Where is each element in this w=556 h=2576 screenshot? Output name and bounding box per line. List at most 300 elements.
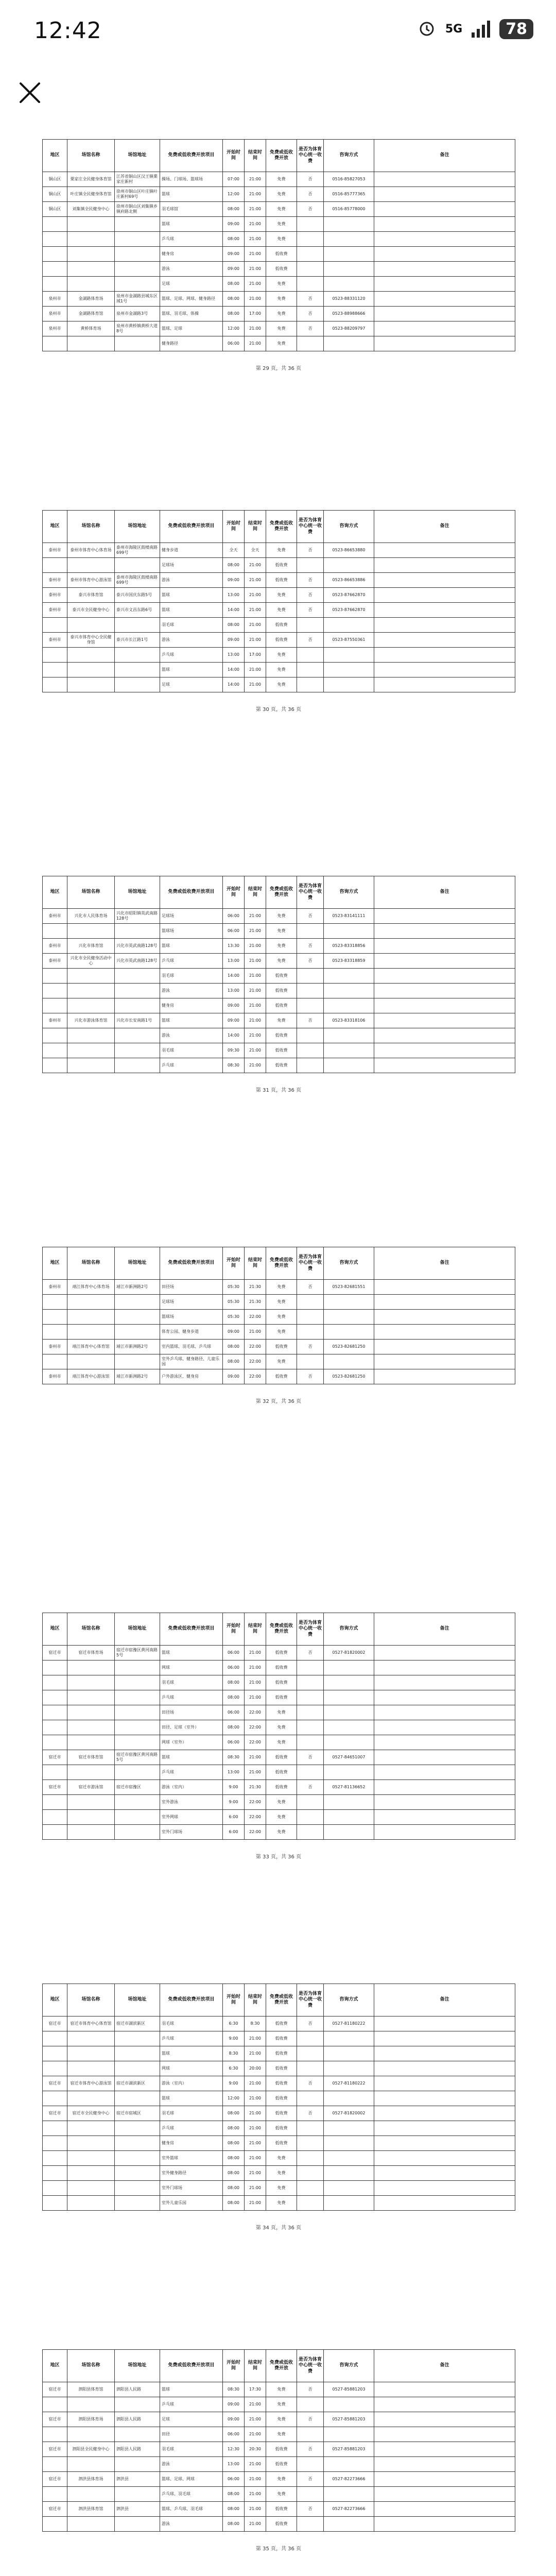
table-row bbox=[43, 2181, 515, 2196]
table-cell bbox=[374, 1325, 515, 1340]
table-cell bbox=[297, 2151, 324, 2166]
table-cell: 兴化市全民健身活动中心 bbox=[67, 954, 115, 969]
table-cell: 宿迁市体育中心体育馆 bbox=[67, 2016, 115, 2031]
column-header: 备注 bbox=[374, 1984, 515, 2016]
table-cell: 09:00 bbox=[223, 1369, 245, 1384]
table-cell: 刘集镇全民健身中心 bbox=[67, 202, 115, 217]
table-row bbox=[43, 2166, 515, 2181]
column-header: 咨询方式 bbox=[324, 2350, 374, 2382]
table-cell bbox=[297, 2457, 324, 2472]
column-header: 咨询方式 bbox=[324, 1247, 374, 1280]
table-cell: 篮球 bbox=[160, 1013, 223, 1028]
table-row bbox=[43, 2091, 515, 2106]
table-cell bbox=[374, 969, 515, 984]
table-cell bbox=[67, 1028, 115, 1043]
table-cell: 宿迁市宿豫区黄河南路5号 bbox=[115, 1750, 160, 1765]
table-cell: 室外儿童乐园 bbox=[160, 2196, 223, 2211]
table-cell: 08:00 bbox=[223, 202, 245, 217]
table-cell: 21:00 bbox=[245, 1660, 266, 1675]
table-row bbox=[43, 187, 515, 202]
table-cell: 低收费 bbox=[266, 2442, 297, 2457]
table-cell: 泗阳县人民路 bbox=[115, 2412, 160, 2427]
table-cell: 21:00 bbox=[245, 2412, 266, 2427]
table-cell: 泉州市金湖路县城东区域1号 bbox=[115, 292, 160, 307]
table-cell: 14:00 bbox=[223, 603, 245, 618]
table-cell: 免费 bbox=[266, 307, 297, 321]
table-cell: 篮球 bbox=[160, 2046, 223, 2061]
table-cell: 网球（室外） bbox=[160, 1735, 223, 1750]
table-cell bbox=[324, 1705, 374, 1720]
table-cell bbox=[43, 2166, 67, 2181]
table-cell: 0523-86653880 bbox=[324, 543, 374, 558]
table-cell: 08:00 bbox=[223, 558, 245, 573]
table-cell: 21:00 bbox=[245, 1013, 266, 1028]
table-cell: 21:00 bbox=[245, 232, 266, 247]
table-cell bbox=[324, 2487, 374, 2502]
page-number: 第 32 页，共 36 页 bbox=[255, 1399, 302, 1404]
table-cell: 免费 bbox=[266, 217, 297, 232]
table-cell bbox=[374, 2166, 515, 2181]
table-cell: 泗洪县 bbox=[115, 2502, 160, 2517]
table-cell: 宿迁市 bbox=[43, 2502, 67, 2517]
table-cell bbox=[43, 648, 67, 663]
table-cell: 宿迁市 bbox=[43, 2472, 67, 2487]
table-cell: 否 bbox=[297, 187, 324, 202]
table-cell bbox=[374, 2121, 515, 2136]
venue-table bbox=[42, 1984, 515, 2211]
table-cell: 泰兴市国庆东路5号 bbox=[115, 588, 160, 603]
table-cell bbox=[115, 663, 160, 677]
table-cell: 室外游泳 bbox=[160, 1795, 223, 1810]
table-cell bbox=[43, 2151, 67, 2166]
table-cell bbox=[374, 2412, 515, 2427]
column-header: 免费或低收费开放项目 bbox=[160, 1247, 223, 1280]
column-header: 免费或低收费开放 bbox=[266, 1247, 297, 1280]
table-cell: 泰州市 bbox=[43, 909, 67, 924]
table-cell bbox=[374, 603, 515, 618]
table-cell: 否 bbox=[297, 603, 324, 618]
table-cell: 泗洪县体育场 bbox=[67, 2472, 115, 2487]
table-cell bbox=[297, 1354, 324, 1369]
table-row bbox=[43, 1043, 515, 1058]
table-cell: 21:00 bbox=[245, 277, 266, 292]
table-cell: 乒乓球 bbox=[160, 232, 223, 247]
table-cell: 07:00 bbox=[223, 172, 245, 187]
table-row bbox=[43, 2136, 515, 2151]
table-cell bbox=[374, 2397, 515, 2412]
table-cell: 免费 bbox=[266, 1280, 297, 1295]
table-cell: 8:30 bbox=[245, 2016, 266, 2031]
table-cell: 免费 bbox=[266, 939, 297, 954]
table-cell bbox=[374, 2106, 515, 2121]
table-cell bbox=[115, 2046, 160, 2061]
table-cell: 低收费 bbox=[266, 247, 297, 262]
table-cell bbox=[43, 2181, 67, 2196]
table-cell: 健身路径 bbox=[160, 336, 223, 351]
column-header: 免费或低收费开放项目 bbox=[160, 1613, 223, 1646]
column-header: 地区 bbox=[43, 2350, 67, 2382]
table-cell bbox=[67, 924, 115, 939]
column-header: 开始时间 bbox=[223, 1247, 245, 1280]
table-cell bbox=[43, 1028, 67, 1043]
table-cell: 游泳 bbox=[160, 984, 223, 998]
table-cell: 否 bbox=[297, 307, 324, 321]
table-cell bbox=[374, 202, 515, 217]
table-cell bbox=[67, 2121, 115, 2136]
table-cell: 21:00 bbox=[245, 984, 266, 998]
column-header: 场馆名称 bbox=[67, 1984, 115, 2016]
table-cell: 低收费 bbox=[266, 969, 297, 984]
table-cell: 低收费 bbox=[266, 2046, 297, 2061]
table-cell: 免费 bbox=[266, 909, 297, 924]
table-cell bbox=[324, 2061, 374, 2076]
table-cell: 21:00 bbox=[245, 202, 266, 217]
table-cell: 14:00 bbox=[223, 663, 245, 677]
table-cell: 22:00 bbox=[245, 1340, 266, 1354]
table-cell: 羽毛球 bbox=[160, 618, 223, 633]
table-row bbox=[43, 1013, 515, 1028]
table-cell bbox=[115, 217, 160, 232]
table-row bbox=[43, 1310, 515, 1325]
table-cell: 低收费 bbox=[266, 998, 297, 1013]
table-cell bbox=[67, 1660, 115, 1675]
table-cell bbox=[324, 969, 374, 984]
table-cell: 12:00 bbox=[223, 187, 245, 202]
table-cell: 兴化市英武南路128号 bbox=[115, 954, 160, 969]
table-cell bbox=[67, 217, 115, 232]
table-cell: 08:00 bbox=[223, 1340, 245, 1354]
column-header: 是否为体育中心统一收费 bbox=[297, 1984, 324, 2016]
table-cell: 室外篮球 bbox=[160, 2151, 223, 2166]
table-cell bbox=[374, 618, 515, 633]
table-row bbox=[43, 2121, 515, 2136]
table-header-row bbox=[43, 2350, 515, 2382]
table-cell: 否 bbox=[297, 2442, 324, 2457]
table-cell: 免费 bbox=[266, 2151, 297, 2166]
table-cell bbox=[297, 1795, 324, 1810]
table-cell bbox=[43, 217, 67, 232]
table-cell bbox=[374, 2382, 515, 2397]
table-cell: 兴化市游泳体育馆 bbox=[67, 1013, 115, 1028]
table-cell: 游泳 bbox=[160, 2457, 223, 2472]
table-cell: 17:00 bbox=[245, 648, 266, 663]
table-row bbox=[43, 1325, 515, 1340]
table-cell bbox=[67, 1675, 115, 1690]
table-cell: 13:00 bbox=[223, 588, 245, 603]
table-cell: 宿迁市 bbox=[43, 2442, 67, 2457]
table-cell: 09:00 bbox=[223, 217, 245, 232]
table-cell: 泉州市金湖路3号 bbox=[115, 307, 160, 321]
table-cell bbox=[297, 1765, 324, 1780]
table-cell bbox=[297, 1660, 324, 1675]
table-cell: 0523-83318856 bbox=[324, 939, 374, 954]
table-cell: 泰兴市体育馆 bbox=[67, 588, 115, 603]
table-cell: 免费 bbox=[266, 2472, 297, 2487]
table-cell: 室外网球 bbox=[160, 1810, 223, 1825]
table-cell: 否 bbox=[297, 2106, 324, 2121]
table-cell bbox=[374, 1735, 515, 1750]
table-cell: 06:00 bbox=[223, 924, 245, 939]
table-cell: 09:00 bbox=[223, 262, 245, 277]
table-cell bbox=[297, 2046, 324, 2061]
table-cell bbox=[43, 1660, 67, 1675]
table-cell bbox=[374, 1825, 515, 1840]
table-cell bbox=[43, 998, 67, 1013]
table-cell: 08:00 bbox=[223, 2196, 245, 2211]
table-cell: 操场、门球场、篮球场 bbox=[160, 172, 223, 187]
table-row bbox=[43, 2106, 515, 2121]
table-row bbox=[43, 262, 515, 277]
table-cell bbox=[67, 2397, 115, 2412]
table-cell: 08:00 bbox=[223, 2166, 245, 2181]
table-cell bbox=[297, 277, 324, 292]
table-cell bbox=[324, 2517, 374, 2532]
column-header: 免费或低收费开放 bbox=[266, 876, 297, 909]
table-cell bbox=[374, 172, 515, 187]
table-cell: 乒乓球 bbox=[160, 1765, 223, 1780]
table-cell bbox=[374, 1043, 515, 1058]
table-cell: 游泳 bbox=[160, 1028, 223, 1043]
table-cell: 宿迁市湖滨新区 bbox=[115, 2016, 160, 2031]
table-cell: 21:00 bbox=[245, 603, 266, 618]
table-row bbox=[43, 2076, 515, 2091]
table-cell bbox=[297, 2427, 324, 2442]
table-cell: 08:30 bbox=[223, 1058, 245, 1073]
table-cell: 低收费 bbox=[266, 1340, 297, 1354]
table-cell bbox=[324, 2181, 374, 2196]
table-row bbox=[43, 2382, 515, 2397]
table-cell bbox=[374, 187, 515, 202]
table-cell: 0527-85881203 bbox=[324, 2412, 374, 2427]
table-cell: 低收费 bbox=[266, 2016, 297, 2031]
table-cell bbox=[43, 247, 67, 262]
column-header: 场馆地址 bbox=[115, 1247, 160, 1280]
table-cell bbox=[115, 2091, 160, 2106]
table-cell: 21:00 bbox=[245, 998, 266, 1013]
table-cell bbox=[67, 2046, 115, 2061]
table-cell: 21:30 bbox=[245, 1295, 266, 1310]
table-cell: 网球 bbox=[160, 2061, 223, 2076]
table-cell bbox=[324, 1028, 374, 1043]
table-cell: 免费 bbox=[266, 187, 297, 202]
table-cell: 09:00 bbox=[223, 573, 245, 588]
table-cell bbox=[374, 2517, 515, 2532]
table-row bbox=[43, 648, 515, 663]
table-cell: 08:00 bbox=[223, 1720, 245, 1735]
table-cell bbox=[324, 2427, 374, 2442]
table-row bbox=[43, 2412, 515, 2427]
column-header: 免费或低收费开放项目 bbox=[160, 2350, 223, 2382]
table-cell bbox=[43, 969, 67, 984]
table-cell: 泰兴市体育中心全民健身馆 bbox=[67, 633, 115, 648]
table-cell: 0523-83141111 bbox=[324, 909, 374, 924]
column-header: 咨询方式 bbox=[324, 1984, 374, 2016]
table-cell bbox=[324, 2121, 374, 2136]
table-cell bbox=[374, 277, 515, 292]
document-page bbox=[42, 1613, 515, 1860]
column-header: 场馆地址 bbox=[115, 1613, 160, 1646]
table-cell bbox=[374, 924, 515, 939]
table-cell: 网球 bbox=[160, 1660, 223, 1675]
table-cell: 0523-87550361 bbox=[324, 633, 374, 648]
table-cell: 08:00 bbox=[223, 2106, 245, 2121]
table-cell bbox=[67, 2457, 115, 2472]
table-cell: 09:00 bbox=[223, 2412, 245, 2427]
table-cell: 宿迁市体育场 bbox=[67, 1646, 115, 1660]
table-cell: 21:00 bbox=[245, 924, 266, 939]
table-cell bbox=[43, 2061, 67, 2076]
table-cell: 12:00 bbox=[223, 321, 245, 336]
column-header: 是否为体育中心统一收费 bbox=[297, 876, 324, 909]
table-cell: 08:00 bbox=[223, 1690, 245, 1705]
table-header-row bbox=[43, 1984, 515, 2016]
table-cell bbox=[67, 2136, 115, 2151]
table-cell bbox=[324, 1825, 374, 1840]
table-cell bbox=[43, 1310, 67, 1325]
table-row bbox=[43, 1810, 515, 1825]
table-cell bbox=[374, 1369, 515, 1384]
table-cell: 泉州市 bbox=[43, 321, 67, 336]
table-cell bbox=[374, 1765, 515, 1780]
table-cell: 21:00 bbox=[245, 172, 266, 187]
table-cell bbox=[297, 2397, 324, 2412]
table-cell: 宿迁市 bbox=[43, 2016, 67, 2031]
table-cell bbox=[374, 998, 515, 1013]
table-cell bbox=[374, 939, 515, 954]
table-cell: 靖江市新洲路2号 bbox=[115, 1340, 160, 1354]
table-cell bbox=[374, 2061, 515, 2076]
table-cell: 免费 bbox=[266, 277, 297, 292]
table-cell: 08:00 bbox=[223, 2151, 245, 2166]
table-cell: 20:00 bbox=[245, 2061, 266, 2076]
table-cell bbox=[115, 2136, 160, 2151]
table-cell: 低收费 bbox=[266, 2502, 297, 2517]
table-cell: 21:00 bbox=[245, 187, 266, 202]
table-cell: 篮球 bbox=[160, 217, 223, 232]
column-header: 地区 bbox=[43, 1984, 67, 2016]
table-cell bbox=[115, 277, 160, 292]
table-cell: 低收费 bbox=[266, 2517, 297, 2532]
document-page bbox=[42, 139, 515, 371]
table-cell bbox=[374, 648, 515, 663]
table-cell bbox=[43, 2136, 67, 2151]
table-cell: 06:00 bbox=[223, 1705, 245, 1720]
alarm-icon bbox=[418, 19, 436, 39]
table-row bbox=[43, 998, 515, 1013]
table-cell: 免费 bbox=[266, 336, 297, 351]
table-cell bbox=[324, 1795, 374, 1810]
table-cell: 14:00 bbox=[223, 1028, 245, 1043]
table-cell bbox=[297, 2196, 324, 2211]
table-row bbox=[43, 2046, 515, 2061]
table-cell: 室外门球场 bbox=[160, 2181, 223, 2196]
table-cell bbox=[43, 677, 67, 692]
table-cell: 08:00 bbox=[223, 2502, 245, 2517]
table-cell bbox=[324, 1660, 374, 1675]
table-cell: 泰州市 bbox=[43, 543, 67, 558]
table-cell bbox=[324, 558, 374, 573]
table-cell bbox=[297, 1325, 324, 1340]
table-cell: 免费 bbox=[266, 1354, 297, 1369]
table-cell: 低收费 bbox=[266, 1690, 297, 1705]
table-cell: 免费 bbox=[266, 663, 297, 677]
table-cell: 否 bbox=[297, 2502, 324, 2517]
table-cell bbox=[374, 247, 515, 262]
document-page bbox=[42, 510, 515, 713]
table-cell bbox=[374, 2046, 515, 2061]
table-cell: 叶庄镇全民健身体育馆 bbox=[67, 187, 115, 202]
table-cell: 08:00 bbox=[223, 2181, 245, 2196]
table-cell: 室内篮球、羽毛球、乒乓球 bbox=[160, 1340, 223, 1354]
table-cell bbox=[67, 1705, 115, 1720]
table-cell: 游泳 bbox=[160, 573, 223, 588]
table-row bbox=[43, 292, 515, 307]
table-cell: 08:00 bbox=[223, 1675, 245, 1690]
table-cell bbox=[115, 1325, 160, 1340]
table-cell: 0523-83318106 bbox=[324, 1013, 374, 1028]
table-row bbox=[43, 1340, 515, 1354]
table-cell: 泗阳县全民健身中心 bbox=[67, 2442, 115, 2457]
table-cell: 田径 bbox=[160, 2427, 223, 2442]
table-cell: 免费 bbox=[266, 1325, 297, 1340]
table-cell: 05:30 bbox=[223, 1280, 245, 1295]
table-cell: 泰兴市长江路1号 bbox=[115, 633, 160, 648]
table-cell: 21:00 bbox=[245, 247, 266, 262]
table-cell: 篮球 bbox=[160, 1750, 223, 1765]
column-header: 场馆名称 bbox=[67, 511, 115, 543]
table-cell: 21:00 bbox=[245, 2457, 266, 2472]
table-cell: 21:00 bbox=[245, 2397, 266, 2412]
column-header: 地区 bbox=[43, 140, 67, 172]
table-cell: 泰州市 bbox=[43, 954, 67, 969]
table-row bbox=[43, 2196, 515, 2211]
table-cell bbox=[297, 1295, 324, 1310]
table-row bbox=[43, 2502, 515, 2517]
table-cell: 徐州市铜山区刘集镇乡镇府路北侧 bbox=[115, 202, 160, 217]
table-cell: 0523-83318859 bbox=[324, 954, 374, 969]
table-cell bbox=[324, 2091, 374, 2106]
table-cell bbox=[374, 2427, 515, 2442]
column-header: 场馆名称 bbox=[67, 1613, 115, 1646]
close-icon[interactable] bbox=[14, 77, 45, 108]
table-cell: 免费 bbox=[266, 2427, 297, 2442]
table-cell: 乒乓球、羽毛球 bbox=[160, 2487, 223, 2502]
table-cell: 22:00 bbox=[245, 1735, 266, 1750]
table-cell bbox=[67, 2181, 115, 2196]
table-cell bbox=[374, 588, 515, 603]
table-cell: 免费 bbox=[266, 588, 297, 603]
column-header: 是否为体育中心统一收费 bbox=[297, 1613, 324, 1646]
column-header: 结束时间 bbox=[245, 876, 266, 909]
table-cell bbox=[297, 1690, 324, 1705]
table-row bbox=[43, 1795, 515, 1810]
table-cell: 栗家庄全民健身体育馆 bbox=[67, 172, 115, 187]
table-cell bbox=[67, 1690, 115, 1705]
table-cell: 21:00 bbox=[245, 1043, 266, 1058]
table-cell bbox=[115, 1675, 160, 1690]
table-cell: 09:30 bbox=[223, 1043, 245, 1058]
table-cell: 否 bbox=[297, 1280, 324, 1295]
table-cell: 9:00 bbox=[223, 2031, 245, 2046]
table-cell: 宿迁市游泳馆 bbox=[67, 1780, 115, 1795]
table-cell: 否 bbox=[297, 2016, 324, 2031]
table-row bbox=[43, 2061, 515, 2076]
table-cell: 宿迁市 bbox=[43, 1646, 67, 1660]
table-cell bbox=[67, 1310, 115, 1325]
table-cell: 低收费 bbox=[266, 2136, 297, 2151]
column-header: 场馆地址 bbox=[115, 876, 160, 909]
table-cell bbox=[115, 677, 160, 692]
